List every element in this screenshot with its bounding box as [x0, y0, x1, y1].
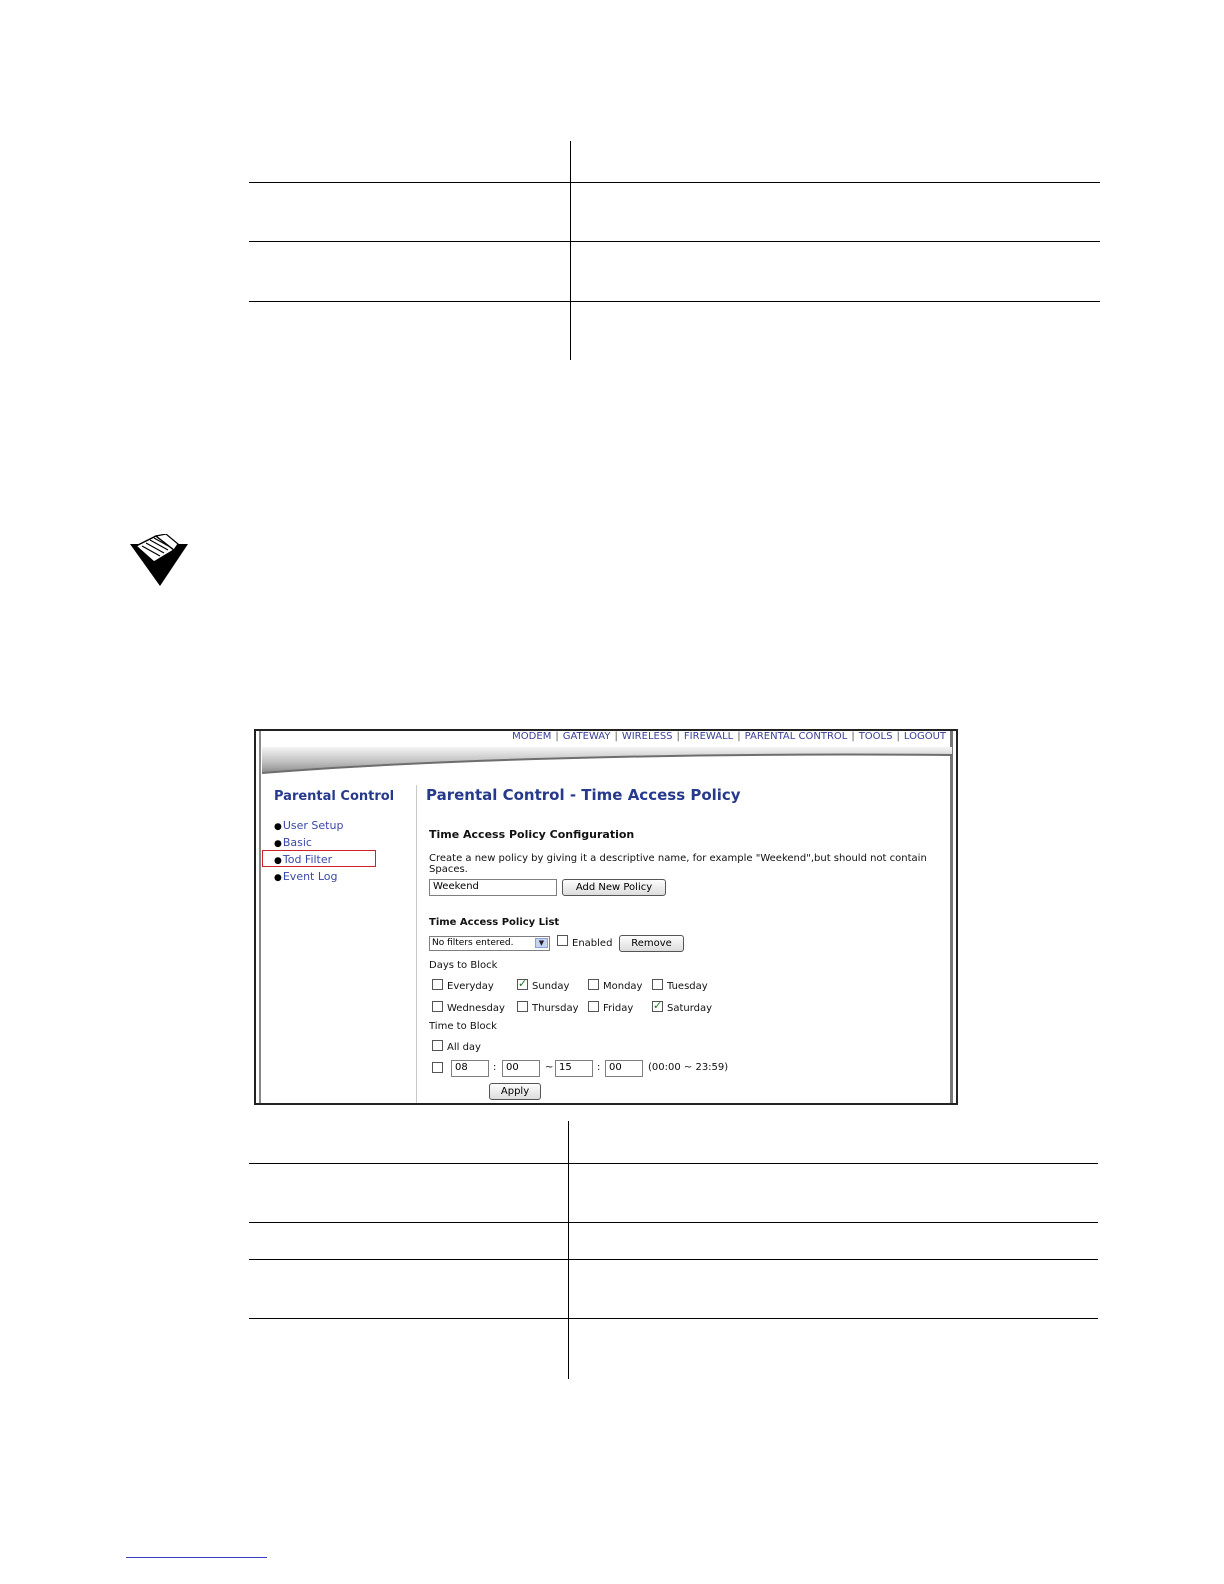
start-hour-input[interactable]: 08 [451, 1060, 489, 1077]
tuesday-checkbox[interactable] [652, 979, 663, 990]
all-day-label: All day [447, 1042, 481, 1053]
monday-label: Monday [603, 981, 643, 992]
lower-table-row-line [249, 1259, 1098, 1260]
apply-button[interactable]: Apply [489, 1083, 541, 1100]
sidebar-item-event-log[interactable]: ●Event Log [274, 870, 338, 883]
sidebar-divider [416, 785, 417, 1103]
upper-table-row-line [249, 301, 1100, 302]
highlight-box [262, 850, 376, 867]
end-hour-input[interactable]: 15 [555, 1060, 593, 1077]
upper-table-row-line [249, 182, 1100, 183]
nav-gateway[interactable]: GATEWAY [562, 731, 611, 742]
start-minute-input[interactable]: 00 [502, 1060, 540, 1077]
everyday-label: Everyday [447, 981, 494, 992]
upper-table-row-line [249, 241, 1100, 242]
monday-checkbox[interactable] [588, 979, 599, 990]
sunday-checkbox[interactable] [517, 979, 528, 990]
nav-logout[interactable]: LOGOUT [903, 731, 946, 742]
chevron-down-icon: ▼ [535, 938, 548, 948]
everyday-checkbox[interactable] [432, 979, 443, 990]
friday-checkbox[interactable] [588, 1001, 599, 1012]
thursday-label: Thursday [532, 1003, 579, 1014]
time-range-checkbox[interactable] [432, 1062, 443, 1073]
sidebar-item-basic[interactable]: ●Basic [274, 836, 312, 849]
thursday-checkbox[interactable] [517, 1001, 528, 1012]
lower-table-row-line [249, 1163, 1098, 1164]
nav-tools[interactable]: TOOLS [858, 731, 893, 742]
tuesday-label: Tuesday [667, 981, 708, 992]
add-new-policy-button[interactable]: Add New Policy [562, 879, 666, 896]
all-day-checkbox[interactable] [432, 1040, 443, 1051]
policy-list-title: Time Access Policy List [429, 917, 560, 928]
nav-wireless[interactable]: WIRELESS [621, 731, 673, 742]
upper-table-column-divider [570, 141, 571, 360]
sidebar-title: Parental Control [274, 789, 395, 804]
saturday-checkbox[interactable] [652, 1001, 663, 1012]
footer-link-underline[interactable] [126, 1557, 267, 1558]
page-title: Parental Control - Time Access Policy [426, 786, 741, 804]
lower-table-column-divider [568, 1121, 569, 1379]
policy-name-input[interactable]: Weekend [429, 879, 557, 896]
lower-table-row-line [249, 1318, 1098, 1319]
router-ui-screenshot [254, 729, 958, 1105]
nav-parental-control[interactable]: PARENTAL CONTROL [744, 731, 848, 742]
time-colon: : [493, 1062, 497, 1073]
policy-select[interactable]: No filters entered. ▼ [429, 936, 550, 951]
wednesday-checkbox[interactable] [432, 1001, 443, 1012]
sunday-label: Sunday [532, 981, 570, 992]
sidebar-item-user-setup[interactable]: ●User Setup [274, 819, 344, 832]
frame-edge [259, 731, 261, 1103]
top-navigation: MODEM | GATEWAY | WIRELESS | FIREWALL | PARENTAL CONTROL | TOOLS | LOGOUT [512, 731, 946, 742]
frame-edge [950, 731, 953, 1103]
remove-button[interactable]: Remove [619, 935, 684, 952]
note-hand-icon [126, 534, 192, 590]
enabled-checkbox[interactable] [557, 935, 568, 946]
days-to-block-label: Days to Block [429, 960, 498, 971]
header-swoosh-graphic [262, 743, 952, 777]
wednesday-label: Wednesday [447, 1003, 505, 1014]
friday-label: Friday [603, 1003, 634, 1014]
nav-modem[interactable]: MODEM [512, 731, 552, 742]
sidebar-item-tod-filter[interactable]: ●Tod Filter [274, 853, 333, 866]
time-tilde: ~ [545, 1062, 554, 1073]
saturday-label: Saturday [667, 1003, 713, 1014]
enabled-label: Enabled [572, 938, 613, 949]
time-range-hint: (00:00 ~ 23:59) [648, 1062, 729, 1073]
nav-firewall[interactable]: FIREWALL [683, 731, 734, 742]
config-description: Create a new policy by giving it a descriptive name, for example "Weekend",but should not contain Spaces. [429, 853, 927, 875]
lower-table-row-line [249, 1222, 1098, 1223]
end-minute-input[interactable]: 00 [605, 1060, 643, 1077]
time-to-block-label: Time to Block [429, 1021, 497, 1032]
config-section-title: Time Access Policy Configuration [429, 828, 635, 841]
time-colon: : [597, 1062, 601, 1073]
